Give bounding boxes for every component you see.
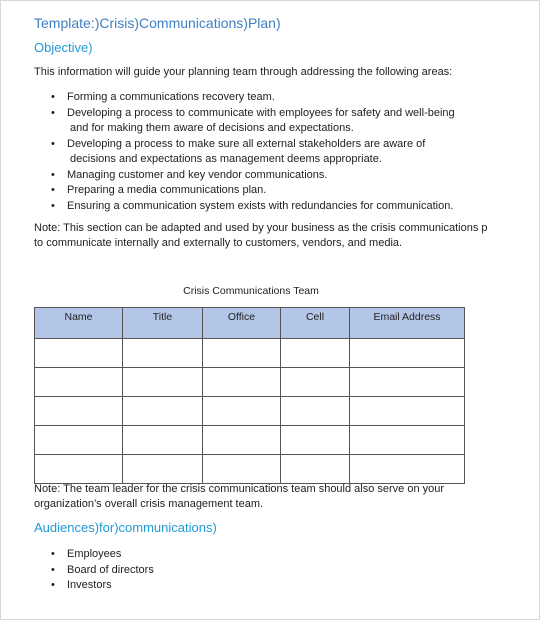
table-cell[interactable] xyxy=(35,397,123,426)
audiences-bullet-list xyxy=(51,547,154,594)
column-header-cell: Cell xyxy=(281,308,350,339)
table-cell[interactable] xyxy=(350,426,465,455)
table-cell[interactable] xyxy=(281,339,350,368)
document-title: Template:)Crisis)Communications)Plan) xyxy=(34,15,281,31)
table-cell[interactable] xyxy=(350,368,465,397)
column-header-name: Name xyxy=(35,308,123,339)
table-cell[interactable] xyxy=(203,426,281,455)
note-line: organization’s overall crisis management team. xyxy=(34,498,264,510)
table-cell[interactable] xyxy=(35,455,123,484)
table-row xyxy=(35,368,465,397)
table-cell[interactable] xyxy=(123,426,203,455)
crisis-team-table xyxy=(34,307,465,484)
bullet-item: • Preparing a media communications plan. xyxy=(51,183,455,199)
audience-item: • Employees xyxy=(51,547,154,563)
objective-bullet-list xyxy=(51,90,455,214)
column-header-email: Email Address xyxy=(350,308,465,339)
bullet-item: • Forming a communications recovery team. xyxy=(51,90,455,106)
table-cell[interactable] xyxy=(350,397,465,426)
table-cell[interactable] xyxy=(350,455,465,484)
table-cell[interactable] xyxy=(123,397,203,426)
table-cell[interactable] xyxy=(281,426,350,455)
table-cell[interactable] xyxy=(123,339,203,368)
table-caption: Crisis Communications Team xyxy=(183,285,319,297)
note-line: Note: This section can be adapted and used by your business as the crisis communications p xyxy=(34,222,488,234)
column-header-office: Office xyxy=(203,308,281,339)
table-cell[interactable] xyxy=(203,368,281,397)
column-header-title: Title xyxy=(123,308,203,339)
table-cell[interactable] xyxy=(123,368,203,397)
table-cell[interactable] xyxy=(281,397,350,426)
table-cell[interactable] xyxy=(35,339,123,368)
table-cell[interactable] xyxy=(203,397,281,426)
bullet-item: • Ensuring a communication system exists with redundancies for communication. xyxy=(51,199,455,215)
note-line: Note: The team leader for the crisis communications team should also serve on your xyxy=(34,483,445,495)
table-cell[interactable] xyxy=(35,426,123,455)
table-header-row xyxy=(35,308,465,339)
table-row xyxy=(35,397,465,426)
objective-heading: Objective) xyxy=(34,40,93,55)
table-cell[interactable] xyxy=(123,455,203,484)
table-cell[interactable] xyxy=(203,339,281,368)
table-row xyxy=(35,455,465,484)
bullet-item: • Developing a process to communicate with employees for safety and well-being and for making them aware of decisions and expectations. xyxy=(51,106,455,137)
table-cell[interactable] xyxy=(281,368,350,397)
table-row xyxy=(35,339,465,368)
note-line: to communicate internally and externally to customers, vendors, and media. xyxy=(34,237,403,249)
table-cell[interactable] xyxy=(281,455,350,484)
table-row xyxy=(35,426,465,455)
audience-item: • Board of directors xyxy=(51,563,154,579)
audience-item: • Investors xyxy=(51,578,154,594)
intro-paragraph: This information will guide your planning team through addressing the following areas: xyxy=(34,66,453,78)
table-cell[interactable] xyxy=(350,339,465,368)
table-cell[interactable] xyxy=(203,455,281,484)
bullet-item: • Developing a process to make sure all external stakeholders are aware of decisions and expectations as management deems appropriate. xyxy=(51,137,455,168)
table-cell[interactable] xyxy=(35,368,123,397)
audiences-heading: Audiences)for)communications) xyxy=(34,520,217,535)
bullet-item: • Managing customer and key vendor communications. xyxy=(51,168,455,184)
